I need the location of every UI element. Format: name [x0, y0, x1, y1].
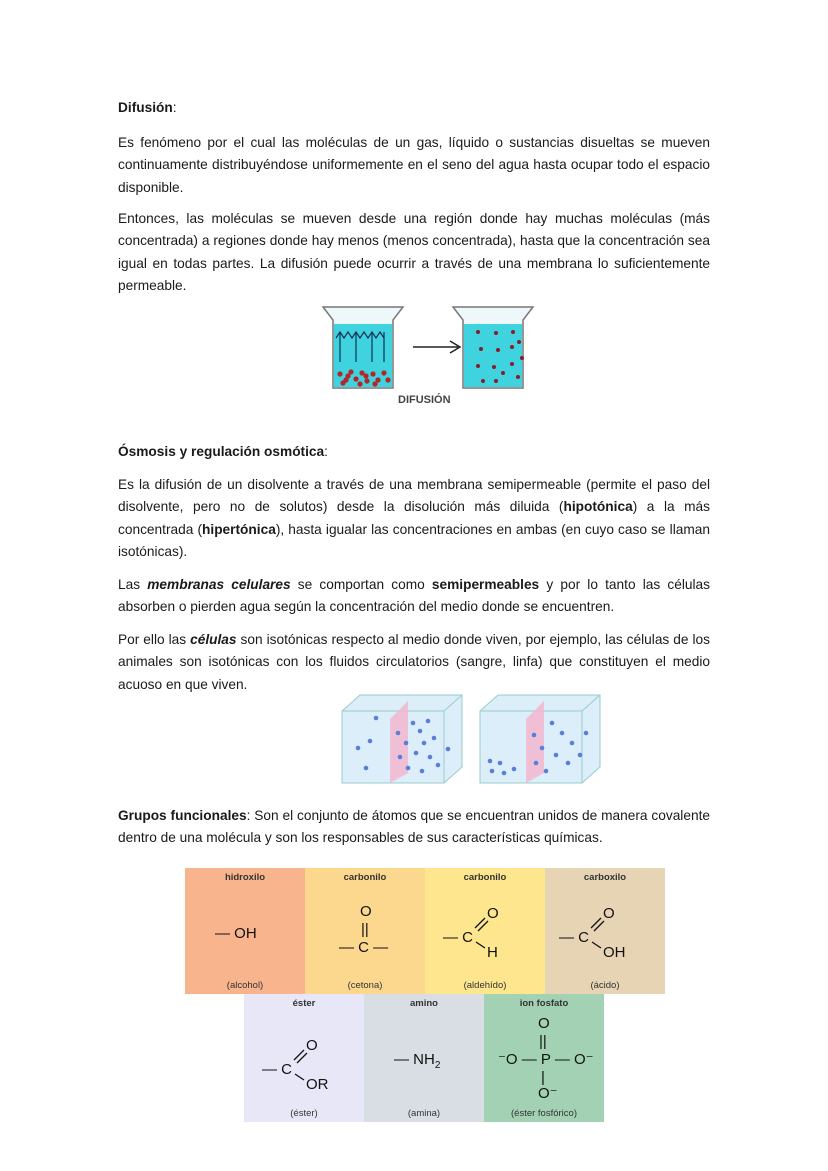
group-cell-ester	[244, 994, 364, 1122]
osmosis-heading	[118, 441, 710, 463]
formula-text: OH	[603, 944, 626, 961]
osmosis-paragraph-3	[118, 629, 710, 696]
formula-text: O	[538, 1015, 550, 1032]
formula	[484, 1010, 604, 1100]
heading-text: Grupos funcionales	[118, 808, 247, 823]
formula	[185, 890, 305, 970]
formula	[244, 1016, 364, 1096]
cell-title: carboxilo	[583, 872, 627, 883]
text: ) a la más concentrada (	[118, 499, 711, 537]
bold-term: semipermeables	[431, 577, 540, 592]
paragraph: Es fenómeno por el cual las moléculas de un gas, líquido o sustancias disueltas se mueven continuamente distribuyéndose uniformemente en el seno del agua hasta ocupar todo el espacio disponible.	[118, 135, 710, 195]
formula-text: — C	[443, 929, 473, 946]
formula-part: — NH	[394, 1051, 435, 1068]
formula	[305, 890, 425, 970]
formula-text: H	[487, 944, 498, 961]
text: : Son el conjunto de átomos que se encuentran unidos de manera covalente dentro de una molécula y son los responsables de sus características químicas.	[118, 808, 710, 846]
formula-text	[394, 1051, 441, 1071]
group-cell-amino	[364, 994, 484, 1122]
text: ), hasta igualar las concentraciones en ambas (en cuyo caso se llaman isotónicas).	[118, 521, 710, 560]
cell-title: carbonilo	[463, 872, 507, 883]
heading-text: Ósmosis y regulación osmótica	[118, 444, 325, 459]
osmosis-paragraph-1	[118, 474, 710, 564]
bold-term: hipertónica	[202, 521, 276, 537]
cell-title: hidroxilo	[224, 872, 266, 883]
formula-text: O⁻	[538, 1085, 558, 1100]
bold-italic-term: células	[190, 632, 237, 647]
formula-text: OR	[306, 1076, 329, 1093]
osmosis-figure	[338, 693, 603, 785]
formula-text: — OH	[215, 925, 257, 942]
subscript: 2	[434, 1060, 441, 1071]
cell-subtitle: (cetona)	[347, 980, 383, 991]
cell-title: amino	[410, 998, 438, 1009]
cell-subtitle: (éster)	[290, 1108, 318, 1119]
osmosis-paragraph-2	[118, 574, 710, 619]
formula-text: O	[360, 903, 372, 920]
cell-subtitle: (alcohol)	[226, 980, 264, 991]
grupos-paragraph	[118, 805, 710, 850]
formula-text: ||	[361, 921, 369, 938]
cell-subtitle: (aldehído)	[463, 980, 507, 991]
figure-caption: DIFUSIÓN	[398, 394, 451, 406]
bold-italic-term: membranas celulares	[147, 577, 291, 592]
colon: :	[172, 100, 177, 115]
group-cell-ion-fosfato	[484, 994, 604, 1122]
heading-text: Difusión	[118, 100, 173, 115]
formula-text: — C	[262, 1061, 292, 1078]
osmosis-cubes-illustration	[338, 693, 603, 785]
text: Es la difusión de un disolvente a través de una membrana semipermeable (permite el paso del disolvente, pero no de solutos) desde la disolución más diluida (	[118, 477, 710, 515]
colon: :	[324, 444, 328, 459]
group-cell-carbonilo-aldehido	[425, 868, 545, 994]
group-cell-carboxilo	[545, 868, 665, 994]
difusion-paragraph-1	[118, 132, 710, 199]
diffusion-figure	[318, 302, 543, 417]
text: Las	[118, 577, 148, 592]
difusion-heading	[118, 97, 710, 119]
formula-text: |	[541, 1069, 545, 1086]
formula-text: O	[603, 905, 615, 922]
group-cell-hidroxilo	[185, 868, 305, 994]
formula-text: — C	[559, 929, 589, 946]
formula	[364, 1016, 484, 1096]
cell-subtitle: (amina)	[407, 1108, 441, 1119]
cell-subtitle: (éster fosfórico)	[511, 1108, 577, 1119]
cell-title: éster	[292, 998, 316, 1009]
formula-text: O	[306, 1037, 318, 1054]
formula-text: O	[487, 905, 499, 922]
cell-title: carbonilo	[343, 872, 387, 883]
text: y por lo tanto las células absorben o pierden agua según la concentración del medio donde se encuentren.	[118, 577, 711, 615]
text: se comportan como	[290, 577, 432, 592]
formula	[425, 890, 545, 970]
formula-text: ⁻O — P — O⁻	[498, 1051, 594, 1068]
difusion-paragraph-2	[118, 208, 710, 298]
paragraph: Entonces, las moléculas se mueven desde una región donde hay muchas moléculas (más concentrada) a regiones donde hay menos (menos concentrada), hasta que la concentración sea igual en todas partes. La difusión puede ocurrir a través de una membrana lo suficientemente permeable.	[118, 211, 710, 294]
formula-text: — C —	[339, 939, 389, 956]
formula-text: ||	[539, 1033, 547, 1050]
cell-subtitle: (ácido)	[590, 980, 620, 991]
text: Por ello las	[118, 632, 191, 647]
text: son isotónicas respecto al medio donde viven, por ejemplo, las células de los animales son isotónicas con los fluidos circulatorios (sangre, linfa) que constituyen el medio acuoso en que viven.	[118, 632, 710, 692]
bold-term: hipotónica	[563, 499, 633, 515]
cell-title: ion fosfato	[519, 998, 569, 1009]
group-cell-carbonilo-cetona	[305, 868, 425, 994]
formula	[545, 890, 665, 970]
